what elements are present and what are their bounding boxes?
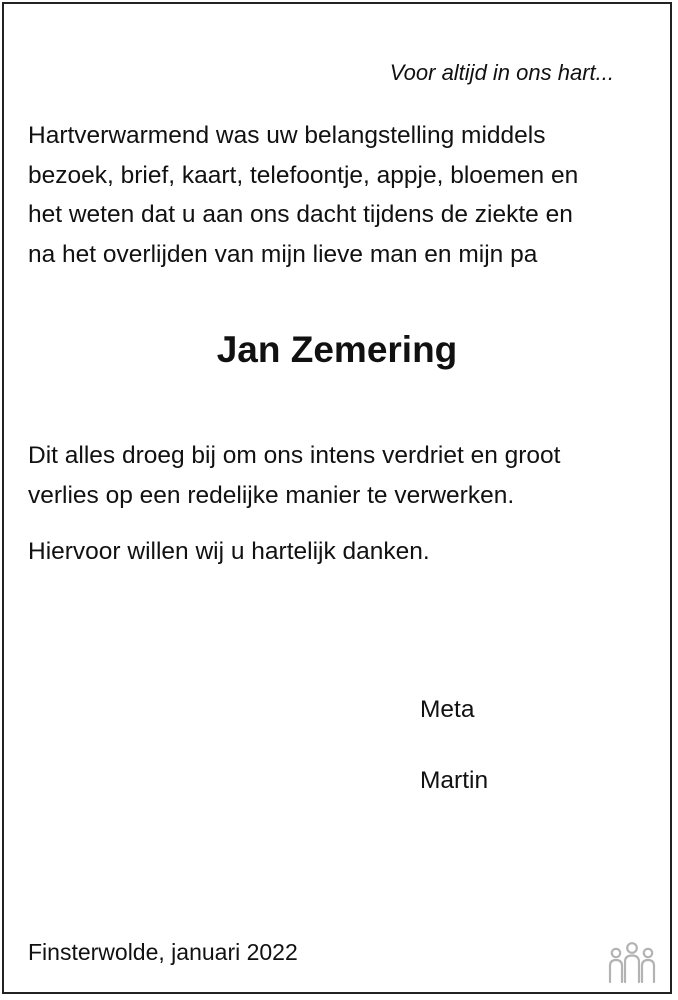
memorial-card	[2, 2, 672, 994]
thanks-text: Hiervoor willen wij u hartelijk danken.	[28, 538, 430, 565]
signer-name: Martin	[420, 767, 489, 794]
intro-line: het weten dat u aan ons dacht tijdens de ziekte en	[28, 201, 573, 228]
intro-paragraph	[28, 116, 638, 274]
body-line: Dit alles droeg bij om ons intens verdriet en groot	[28, 442, 561, 469]
body-paragraph	[28, 436, 648, 515]
people-group-logo-icon	[606, 940, 658, 986]
deceased-name: Jan Zemering	[216, 329, 458, 370]
intro-line: Hartverwarmend was uw belangstelling middels	[28, 122, 546, 149]
intro-line: bezoek, brief, kaart, telefoontje, appje, bloemen en	[28, 161, 579, 189]
intro-line: na het overlijden van mijn lieve man en mijn pa	[28, 240, 538, 268]
body-line: verlies op een redelijke manier te verwerken.	[28, 481, 515, 509]
place-date: Finsterwolde, januari 2022	[28, 939, 298, 965]
motto: Voor altijd in ons hart...	[389, 60, 614, 85]
signer-name: Meta	[420, 696, 475, 723]
